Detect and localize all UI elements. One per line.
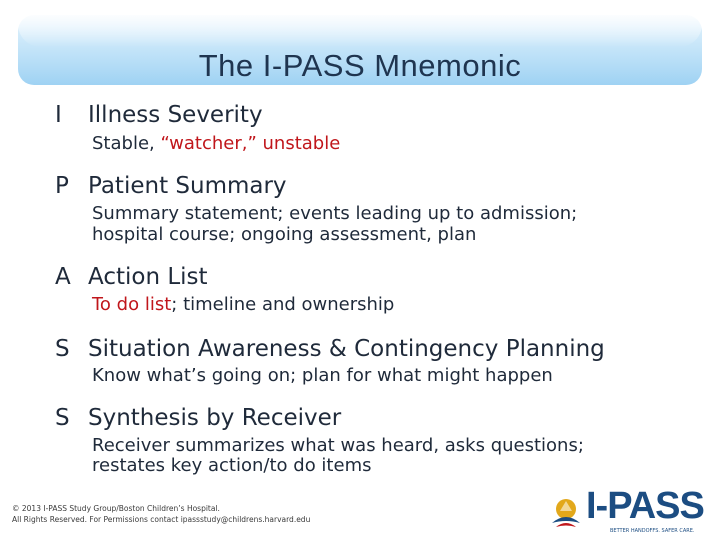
description-highlight: To do list: [92, 294, 172, 315]
logo-tagline: BETTER HANDOFFS. SAFER CARE.: [610, 528, 695, 534]
mnemonic-description: [92, 134, 340, 154]
mnemonic-heading: Illness Severity: [88, 102, 263, 128]
title-banner-gloss: [18, 15, 702, 47]
mnemonic-description-line2: restates key action/to do items: [92, 455, 372, 476]
copyright-line: © 2013 I-PASS Study Group/Boston Children’s Hospital.: [12, 504, 220, 513]
ipass-emblem-icon: [546, 493, 586, 533]
permissions-line: All Rights Reserved. For Permissions contact ipassstudy@childrens.harvard.edu: [12, 515, 311, 524]
slide-title: The I-PASS Mnemonic: [198, 48, 522, 83]
mnemonic-description-line1: Receiver summarizes what was heard, asks questions;: [92, 435, 584, 456]
mnemonic-letter: S: [55, 405, 70, 431]
mnemonic-heading: Synthesis by Receiver: [88, 405, 342, 431]
mnemonic-heading: Patient Summary: [88, 173, 287, 199]
description-text: Stable,: [92, 133, 161, 154]
ipass-logo: [546, 485, 706, 534]
mnemonic-letter: S: [55, 336, 70, 362]
mnemonic-heading: Action List: [88, 264, 208, 290]
description-text: ; timeline and ownership: [171, 294, 395, 315]
mnemonic-heading: Situation Awareness & Contingency Planning: [88, 336, 605, 362]
mnemonic-description: [92, 295, 394, 315]
copyright-footer: [12, 503, 310, 525]
description-highlight: “watcher,” unstable: [160, 133, 341, 154]
logo-wordmark: I-PASS: [586, 485, 704, 527]
mnemonic-description-line2: hospital course; ongoing assessment, plan: [92, 224, 477, 245]
mnemonic-letter: P: [55, 173, 69, 199]
mnemonic-letter: A: [55, 264, 71, 290]
mnemonic-letter: I: [55, 102, 62, 128]
mnemonic-description-line1: Summary statement; events leading up to admission;: [92, 203, 578, 224]
mnemonic-description: Know what’s going on; plan for what might happen: [92, 365, 553, 386]
